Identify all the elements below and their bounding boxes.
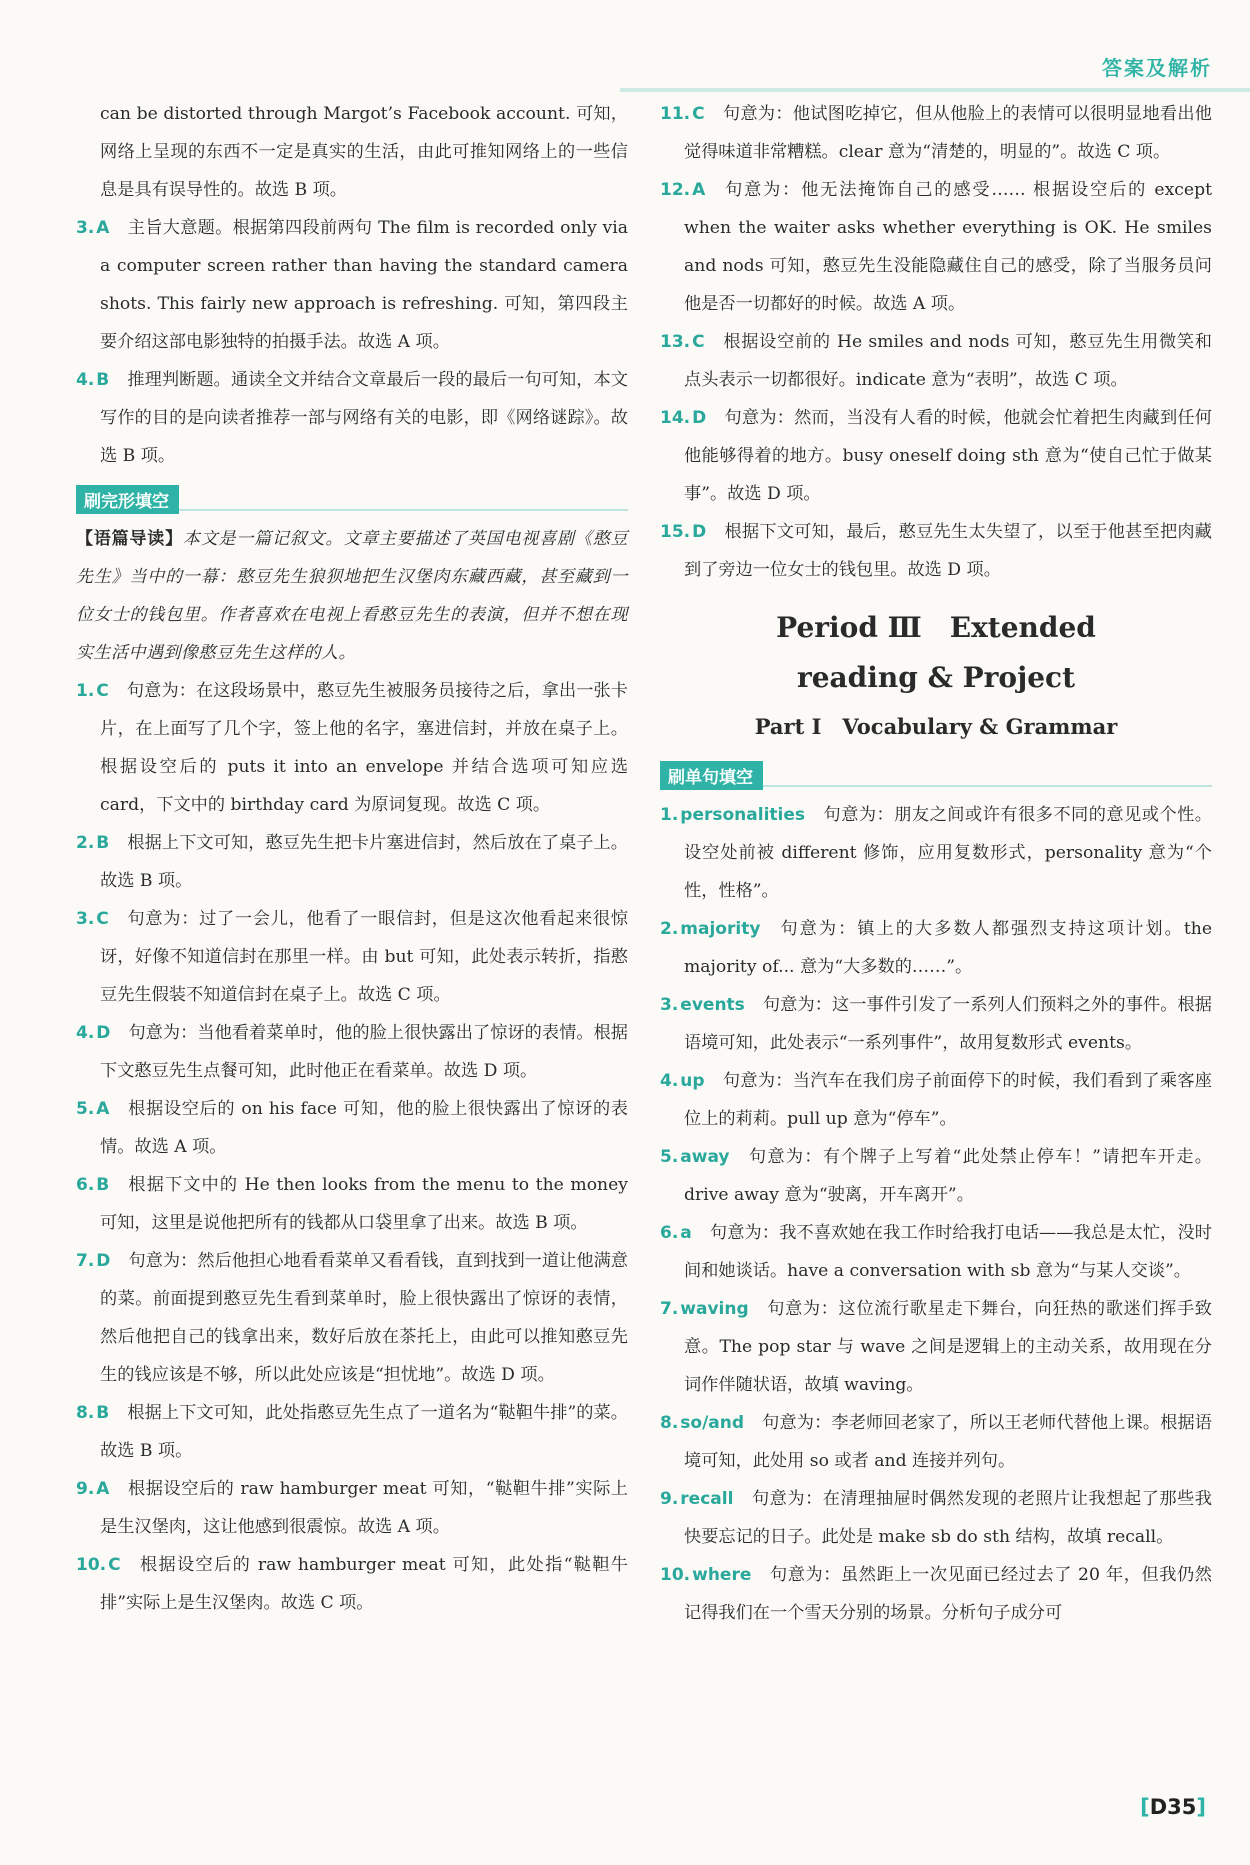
- item-number: 4.: [76, 370, 95, 390]
- item-number: 13.: [660, 332, 691, 352]
- answer-item: [76, 1394, 628, 1470]
- intro-paragraph: can be distorted through Margot’s Facebook account. 可知，网络上呈现的东西不一定是真实的生活，由此可推知网络上的一些信息是具有误导性的。故选 B 项。: [100, 104, 628, 200]
- answer-item: [660, 796, 1212, 910]
- answer-item: [660, 1404, 1212, 1480]
- item-answer: personalities: [680, 805, 806, 825]
- cloze-banner: 刷完形填空: [76, 485, 179, 514]
- item-answer: waving: [680, 1299, 749, 1319]
- item-explanation: 根据设空前的 He smiles and nods 可知，憨豆先生用微笑和点头表示一切都很好。indicate 意为“表明”，故选 C 项。: [684, 332, 1212, 390]
- item-explanation: 句意为：这一事件引发了一系列人们预料之外的事件。根据语境可知，此处表示“一系列事件”，故用复数形式 events。: [684, 995, 1212, 1053]
- answer-item: [76, 1470, 628, 1546]
- item-explanation: 句意为：李老师回老家了，所以王老师代替他上课。根据语境可知，此处用 so 或者 and 连接并列句。: [684, 1413, 1212, 1471]
- item-explanation: 根据上下文可知，憨豆先生把卡片塞进信封，然后放在了桌子上。故选 B 项。: [100, 833, 628, 891]
- period-title: [660, 603, 1212, 703]
- item-number: 2.: [76, 833, 95, 853]
- item-answer: B: [96, 1175, 110, 1195]
- item-answer: events: [680, 995, 745, 1015]
- item-answer: C: [108, 1555, 121, 1575]
- item-number: 4.: [76, 1023, 95, 1043]
- answer-item: [76, 1242, 628, 1394]
- answer-item: [76, 209, 628, 361]
- item-number: 10.: [660, 1565, 691, 1585]
- item-number: 11.: [660, 104, 691, 124]
- item-answer: B: [96, 1403, 110, 1423]
- answer-item: [76, 1090, 628, 1166]
- item-explanation: 推理判断题。通读全文并结合文章最后一段的最后一句可知，本文写作的目的是向读者推荐一部与网络有关的电影，即《网络谜踪》。故选 B 项。: [100, 370, 628, 466]
- item-number: 5.: [76, 1099, 95, 1119]
- part-title: Part Ⅰ Vocabulary & Grammar: [754, 714, 1118, 739]
- item-explanation: 根据上下文可知，此处指憨豆先生点了一道名为“鞑靼牛排”的菜。故选 B 项。: [100, 1403, 628, 1461]
- item-number: 14.: [660, 408, 691, 428]
- answer-item: [76, 1546, 628, 1622]
- item-explanation: 句意为：然而，当没有人看的时候，他就会忙着把生肉藏到任何他能够得着的地方。busy oneself doing sth 意为“使自己忙于做某事”。故选 D 项。: [684, 408, 1212, 504]
- answer-item: [660, 399, 1212, 513]
- item-explanation: 句意为：虽然距上一次见面已经过去了 20 年，但我仍然记得我们在一个雪天分别的场景。分析句子成分可: [684, 1565, 1212, 1623]
- item-answer: away: [680, 1147, 730, 1167]
- item-explanation: 根据下文可知，最后，憨豆先生太失望了，以至于他甚至把肉藏到了旁边一位女士的钱包里。故选 D 项。: [684, 522, 1212, 580]
- item-number: 2.: [660, 919, 679, 939]
- answer-item: [76, 672, 628, 824]
- answer-item: [76, 900, 628, 1014]
- passage-guide: [76, 520, 628, 672]
- item-explanation: 句意为：镇上的大多数人都强烈支持这项计划。the majority of... 意为“大多数的……”。: [684, 919, 1212, 977]
- item-explanation: 句意为：在清理抽屉时偶然发现的老照片让我想起了那些我快要忘记的日子。此处是 make sb do sth 结构，故填 recall。: [684, 1489, 1212, 1547]
- answer-item: [660, 1480, 1212, 1556]
- item-explanation: 根据设空后的 on his face 可知，他的脸上很快露出了惊讶的表情。故选 A 项。: [100, 1099, 628, 1157]
- right-column: [660, 95, 1212, 1632]
- item-answer: C: [692, 104, 705, 124]
- item-answer: C: [692, 332, 705, 352]
- item-number: 8.: [660, 1413, 679, 1433]
- answer-item: [660, 323, 1212, 399]
- answer-item: [660, 513, 1212, 589]
- item-number: 7.: [660, 1299, 679, 1319]
- header-rule: [620, 88, 1250, 92]
- item-explanation: 句意为：当汽车在我们房子前面停下的时候，我们看到了乘客座位上的莉莉。pull up 意为“停车”。: [684, 1071, 1212, 1129]
- left-column: [76, 95, 628, 1622]
- answer-item: [76, 824, 628, 900]
- item-answer: where: [692, 1565, 752, 1585]
- item-answer: so/and: [680, 1413, 745, 1433]
- item-answer: A: [96, 1479, 110, 1499]
- item-explanation: 句意为：我不喜欢她在我工作时给我打电话——我总是太忙，没时间和她谈话。have a conversation with sb 意为“与某人交谈”。: [684, 1223, 1212, 1281]
- reading-answers: [76, 209, 628, 475]
- item-answer: D: [96, 1251, 111, 1271]
- item-answer: D: [692, 522, 707, 542]
- item-number: 10.: [76, 1555, 107, 1575]
- period-title-line1: Period Ⅲ Extended: [776, 611, 1096, 644]
- item-explanation: 句意为：在这段场景中，憨豆先生被服务员接待之后，拿出一张卡片，在上面写了几个字，签上他的名字，塞进信封，并放在桌子上。根据设空后的 puts it into an envelope 并结合选项可知应选 card，下文中的 birthday card 为原词复现。故选 C 项。: [100, 681, 628, 815]
- item-number: 1.: [660, 805, 679, 825]
- item-explanation: 句意为：这位流行歌星走下舞台，向狂热的歌迷们挥手致意。The pop star 与 wave 之间是逻辑上的主动关系，故用现在分词作伴随状语，故填 waving。: [684, 1299, 1212, 1395]
- answer-item: [660, 1062, 1212, 1138]
- item-explanation: 句意为：他无法掩饰自己的感受…… 根据设空后的 except when the waiter asks whether everything is OK. He smiles and nods 可知，憨豆先生没能隐藏住自己的感受，除了当服务员问他是否一切都好的时候。故选 A 项。: [684, 180, 1212, 314]
- answer-item: [660, 1290, 1212, 1404]
- item-explanation: 句意为：他试图吃掉它，但从他脸上的表情可以很明显地看出他觉得味道非常糟糕。clear 意为“清楚的，明显的”。故选 C 项。: [684, 104, 1212, 162]
- item-answer: A: [692, 180, 706, 200]
- item-answer: B: [96, 833, 110, 853]
- sentence-banner: 刷单句填空: [660, 761, 763, 790]
- answer-item: [76, 1014, 628, 1090]
- item-answer: A: [96, 1099, 110, 1119]
- guide-text: 本文是一篇记叙文。文章主要描述了英国电视喜剧《憨豆先生》当中的一幕：憨豆先生狼狈地把生汉堡肉东藏西藏，甚至藏到一位女士的钱包里。作者喜欢在电视上看憨豆先生的表演，但并不想在现实生活中遇到像憨豆先生这样的人。: [76, 529, 629, 663]
- item-explanation: 主旨大意题。根据第四段前两句 The film is recorded only via a computer screen rather than having the standard camera shots. This fairly new approach is refreshing. 可知，第四段主要介绍这部电影独特的拍摄手法。故选 A 项。: [100, 218, 628, 352]
- item-explanation: 句意为：有个牌子上写着“此处禁止停车！”请把车开走。drive away 意为“驶离，开车离开”。: [684, 1147, 1212, 1205]
- item-explanation: 句意为：当他看着菜单时，他的脸上很快露出了惊讶的表情。根据下文憨豆先生点餐可知，此时他正在看菜单。故选 D 项。: [100, 1023, 628, 1081]
- item-explanation: 句意为：朋友之间或许有很多不同的意见或个性。设空处前被 different 修饰，应用复数形式，personality 意为“个性，性格”。: [684, 805, 1212, 901]
- item-number: 15.: [660, 522, 691, 542]
- item-answer: recall: [680, 1489, 734, 1509]
- cloze-answers-left: [76, 672, 628, 1622]
- item-number: 1.: [76, 681, 95, 701]
- item-number: 12.: [660, 180, 691, 200]
- answer-item: [660, 1556, 1212, 1632]
- answer-item: [660, 986, 1212, 1062]
- item-answer: C: [96, 681, 109, 701]
- answer-item: [660, 1138, 1212, 1214]
- item-number: 6.: [76, 1175, 95, 1195]
- item-number: 4.: [660, 1071, 679, 1091]
- item-number: 9.: [76, 1479, 95, 1499]
- sentence-answers: [660, 796, 1212, 1632]
- item-number: 6.: [660, 1223, 679, 1243]
- period-title-line2: reading & Project: [796, 661, 1076, 694]
- item-answer: A: [96, 218, 110, 238]
- item-number: 3.: [76, 909, 95, 929]
- answer-item: [76, 361, 628, 475]
- sentence-section: [660, 751, 1212, 796]
- item-answer: D: [692, 408, 707, 428]
- answer-item: [660, 95, 1212, 171]
- answer-item: [660, 910, 1212, 986]
- cloze-section: [76, 475, 628, 520]
- item-answer: majority: [680, 919, 761, 939]
- answer-item: [660, 1214, 1212, 1290]
- item-answer: B: [96, 370, 110, 390]
- item-explanation: 根据设空后的 raw hamburger meat 可知，“鞑靼牛排”实际上是生汉堡肉，这让他感到很震惊。故选 A 项。: [100, 1479, 628, 1537]
- item-number: 3.: [660, 995, 679, 1015]
- page-number: [D35]: [1140, 1795, 1206, 1819]
- item-answer: D: [96, 1023, 111, 1043]
- cloze-answers-right: [660, 95, 1212, 589]
- answer-item: [76, 1166, 628, 1242]
- guide-label: 【语篇导读】: [76, 529, 183, 549]
- item-number: 5.: [660, 1147, 679, 1167]
- item-number: 7.: [76, 1251, 95, 1271]
- item-answer: up: [680, 1071, 705, 1091]
- answer-item: [660, 171, 1212, 323]
- item-answer: a: [680, 1223, 692, 1243]
- page-header: 答案及解析: [1102, 56, 1212, 80]
- item-explanation: 句意为：过了一会儿，他看了一眼信封，但是这次他看起来很惊讶，好像不知道信封在那里一样。由 but 可知，此处表示转折，指憨豆先生假装不知道信封在桌子上。故选 C 项。: [100, 909, 628, 1005]
- item-number: 3.: [76, 218, 95, 238]
- item-number: 8.: [76, 1403, 95, 1423]
- item-explanation: 句意为：然后他担心地看看菜单又看看钱，直到找到一道让他满意的菜。前面提到憨豆先生看到菜单时，脸上很快露出了惊讶的表情，然后他把自己的钱拿出来，数好后放在茶托上，由此可以推知憨豆先生的钱应该是不够，所以此处应该是“担忧地”。故选 D 项。: [100, 1251, 628, 1385]
- item-explanation: 根据下文中的 He then looks from the menu to the money 可知，这里是说他把所有的钱都从口袋里拿了出来。故选 B 项。: [100, 1175, 628, 1233]
- item-number: 9.: [660, 1489, 679, 1509]
- item-explanation: 根据设空后的 raw hamburger meat 可知，此处指“鞑靼牛排”实际上是生汉堡肉。故选 C 项。: [100, 1555, 628, 1613]
- item-answer: C: [96, 909, 109, 929]
